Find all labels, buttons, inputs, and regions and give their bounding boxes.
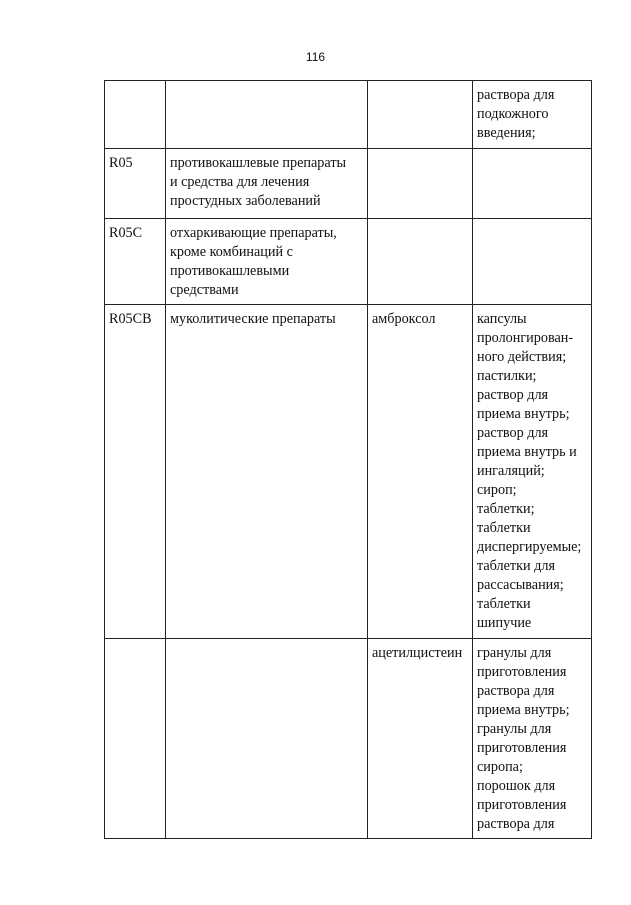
dosage-form-line: раствора для — [477, 87, 555, 103]
substance-cell — [368, 149, 473, 219]
dosage-form-line: приема внутрь; — [477, 702, 570, 718]
atc-code-cell: R05C — [105, 219, 166, 305]
dosage-form-line: ингаляций; — [477, 463, 545, 479]
group-cell — [166, 219, 368, 305]
dosage-form-line: сироп; — [477, 482, 517, 498]
dosage-form-line: раствора для — [477, 683, 555, 699]
dosage-form-cell — [473, 81, 592, 149]
group-cell — [166, 81, 368, 149]
dosage-form-line: приготовления — [477, 740, 567, 756]
dosage-form-line: приготовления — [477, 797, 567, 813]
dosage-form-line: шипучие — [477, 615, 532, 631]
atc-code-cell — [105, 81, 166, 149]
group-line: противокашлевые препараты — [170, 155, 347, 171]
dosage-form-line: таблетки для — [477, 558, 555, 574]
table-row — [105, 149, 592, 219]
dosage-form-line: приготовления — [477, 664, 567, 680]
group-line: простудных заболеваний — [170, 193, 321, 209]
dosage-form-line: раствора для — [477, 816, 555, 832]
atc-code-cell: R05CB — [105, 305, 166, 639]
group-line: средствами — [170, 282, 239, 298]
table-row — [105, 639, 592, 839]
page-number: 116 — [305, 50, 326, 64]
group-line: муколитические препараты — [170, 311, 336, 327]
dosage-form-cell — [473, 639, 592, 839]
dosage-form-line: раствор для — [477, 425, 549, 441]
dosage-form-line: введения; — [477, 125, 536, 141]
dosage-form-line: сиропа; — [477, 759, 523, 775]
dosage-form-line: гранулы для — [477, 721, 552, 737]
dosage-form-line: порошок для — [477, 778, 556, 794]
atc-code-cell — [105, 639, 166, 839]
dosage-form-line: таблетки; — [477, 501, 535, 517]
dosage-form-line: таблетки — [477, 596, 531, 612]
dosage-form-line: раствор для — [477, 387, 549, 403]
group-line: противокашлевыми — [170, 263, 290, 279]
dosage-form-line: приема внутрь и — [477, 444, 577, 460]
dosage-form-line: ного действия; — [477, 349, 567, 365]
drug-classification-table — [104, 80, 592, 839]
group-line: кроме комбинаций с — [170, 244, 293, 260]
dosage-form-cell — [473, 305, 592, 639]
dosage-form-line: гранулы для — [477, 645, 552, 661]
table-row — [105, 305, 592, 639]
group-line: и средства для лечения — [170, 174, 310, 190]
dosage-form-line: диспергируемые; — [477, 539, 582, 555]
group-cell — [166, 639, 368, 839]
dosage-form-line: пролонгирован- — [477, 330, 574, 346]
group-line: отхаркивающие препараты, — [170, 225, 337, 241]
table-row — [105, 219, 592, 305]
atc-code-cell: R05 — [105, 149, 166, 219]
dosage-form-line: таблетки — [477, 520, 531, 536]
group-cell — [166, 305, 368, 639]
dosage-form-line: пастилки; — [477, 368, 537, 384]
substance-cell — [368, 219, 473, 305]
dosage-form-cell — [473, 219, 592, 305]
dosage-form-line: капсулы — [477, 311, 527, 327]
substance-cell — [368, 81, 473, 149]
substance-cell: амброксол — [368, 305, 473, 639]
dosage-form-line: приема внутрь; — [477, 406, 570, 422]
substance-cell: ацетилцистеин — [368, 639, 473, 839]
dosage-form-line: подкожного — [477, 106, 549, 122]
dosage-form-cell — [473, 149, 592, 219]
group-cell — [166, 149, 368, 219]
table-row — [105, 81, 592, 149]
dosage-form-line: рассасывания; — [477, 577, 564, 593]
